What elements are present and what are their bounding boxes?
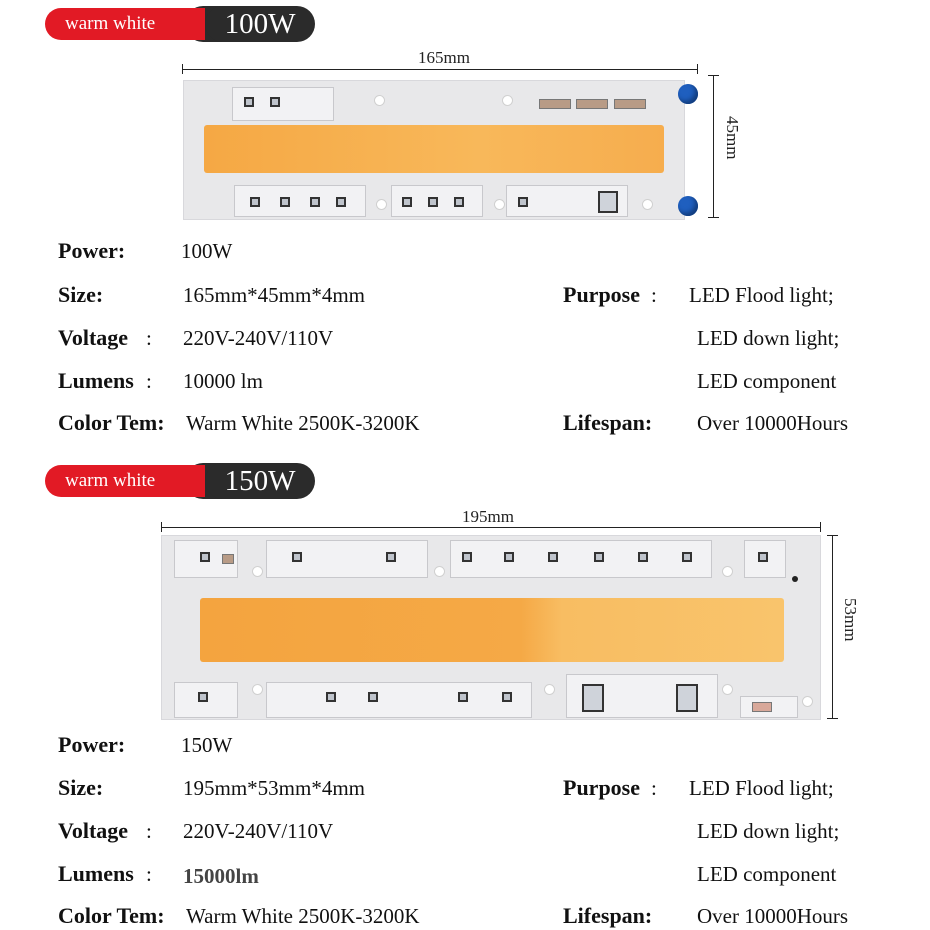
led-driver-chip bbox=[454, 197, 464, 207]
mount-hole bbox=[434, 566, 445, 577]
spec-power-value: 100W bbox=[181, 239, 233, 263]
spec-power-label: Power: bbox=[58, 732, 126, 757]
led-driver-chip bbox=[518, 197, 528, 207]
spec-size-value: 195mm*53mm*4mm bbox=[183, 776, 366, 800]
spec-purpose-item: LED Flood light; bbox=[689, 283, 834, 307]
rectifier-chip bbox=[676, 684, 698, 712]
led-driver-chip bbox=[638, 552, 648, 562]
spec-purpose-item: LED down light; bbox=[697, 326, 840, 350]
rectifier-chip bbox=[582, 684, 604, 712]
spec-color-value: Warm White 2500K-3200K bbox=[186, 411, 420, 435]
dimension-tick bbox=[827, 718, 838, 719]
resistor bbox=[539, 99, 571, 109]
resistor bbox=[222, 554, 234, 564]
dimension-tick bbox=[697, 64, 698, 74]
mount-hole bbox=[376, 199, 387, 210]
dimension-tick bbox=[161, 522, 162, 532]
board-segment bbox=[266, 682, 532, 718]
spec-lumens-value: 15000lm bbox=[183, 864, 259, 888]
spec-purpose-label: Purpose bbox=[563, 775, 640, 800]
badge-tag: warm white bbox=[45, 465, 205, 497]
mount-hole bbox=[494, 199, 505, 210]
led-driver-chip bbox=[594, 552, 604, 562]
spec-voltage-colon: : bbox=[146, 819, 152, 843]
led-driver-chip bbox=[244, 97, 254, 107]
cob-light-emitting-area bbox=[200, 598, 784, 662]
led-driver-chip bbox=[336, 197, 346, 207]
mount-hole bbox=[252, 566, 263, 577]
length-dimension-label: 165mm bbox=[418, 48, 470, 67]
led-driver-chip bbox=[200, 552, 210, 562]
led-driver-chip bbox=[386, 552, 396, 562]
cob-led-board-150w bbox=[161, 535, 821, 720]
board-segment bbox=[450, 540, 712, 578]
spec-power-value: 150W bbox=[181, 733, 233, 757]
width-dimension-label: 53mm bbox=[841, 598, 860, 642]
spec-voltage-colon: : bbox=[146, 326, 152, 350]
mount-hole bbox=[642, 199, 653, 210]
led-driver-chip bbox=[458, 692, 468, 702]
spec-voltage-value: 220V-240V/110V bbox=[183, 819, 334, 843]
spec-lifespan-label: Lifespan: bbox=[563, 410, 653, 435]
dimension-tick bbox=[820, 522, 821, 532]
capacitor-icon bbox=[678, 196, 698, 216]
spec-lifespan-value: Over 10000Hours bbox=[697, 904, 849, 928]
length-dimension-label: 195mm bbox=[462, 507, 514, 526]
led-driver-chip bbox=[368, 692, 378, 702]
badge-power: 150W bbox=[205, 463, 315, 499]
spec-purpose-item: LED down light; bbox=[697, 819, 840, 843]
product-badge-100w bbox=[45, 6, 296, 42]
mount-hole bbox=[722, 566, 733, 577]
mount-hole bbox=[502, 95, 513, 106]
badge-tag: warm white bbox=[45, 8, 205, 40]
spec-voltage-label: Voltage bbox=[58, 325, 129, 350]
led-driver-chip bbox=[462, 552, 472, 562]
spec-purpose-item: LED component bbox=[697, 862, 837, 886]
mount-hole bbox=[722, 684, 733, 695]
marker-dot bbox=[792, 576, 798, 582]
dimension-tick bbox=[827, 535, 838, 536]
resistor bbox=[752, 702, 772, 712]
spec-size-label: Size: bbox=[58, 775, 104, 800]
led-driver-chip bbox=[292, 552, 302, 562]
led-driver-chip bbox=[758, 552, 768, 562]
spec-color-label: Color Tem: bbox=[58, 903, 165, 928]
mount-hole bbox=[544, 684, 555, 695]
board-segment bbox=[266, 540, 428, 578]
length-dimension-line bbox=[182, 69, 698, 70]
spec-size-label: Size: bbox=[58, 282, 104, 307]
spec-voltage-label: Voltage bbox=[58, 818, 129, 843]
dimension-tick bbox=[708, 217, 719, 218]
spec-color-value: Warm White 2500K-3200K bbox=[186, 904, 420, 928]
resistor bbox=[576, 99, 608, 109]
capacitor-icon bbox=[678, 84, 698, 104]
spec-power-label: Power: bbox=[58, 238, 126, 263]
spec-size-value: 165mm*45mm*4mm bbox=[183, 283, 366, 307]
led-driver-chip bbox=[682, 552, 692, 562]
mount-hole bbox=[802, 696, 813, 707]
spec-lifespan-value: Over 10000Hours bbox=[697, 411, 849, 435]
spec-purpose-colon: : bbox=[651, 283, 657, 307]
product-badge-150w bbox=[45, 463, 296, 499]
width-dimension-line bbox=[832, 535, 833, 719]
led-driver-chip bbox=[280, 197, 290, 207]
spec-lifespan-label: Lifespan: bbox=[563, 903, 653, 928]
badge-power: 100W bbox=[205, 6, 315, 42]
width-dimension-label: 45mm bbox=[723, 116, 742, 160]
spec-lumens-label: Lumens bbox=[58, 861, 134, 886]
dimension-tick bbox=[708, 75, 719, 76]
led-driver-chip bbox=[198, 692, 208, 702]
spec-lumens-colon: : bbox=[146, 369, 152, 393]
spec-purpose-item: LED component bbox=[697, 369, 837, 393]
led-driver-chip bbox=[548, 552, 558, 562]
rectifier-chip bbox=[598, 191, 618, 213]
led-driver-chip bbox=[326, 692, 336, 702]
cob-light-emitting-area bbox=[204, 125, 664, 173]
mount-hole bbox=[374, 95, 385, 106]
spec-voltage-value: 220V-240V/110V bbox=[183, 326, 334, 350]
spec-color-label: Color Tem: bbox=[58, 410, 165, 435]
mount-hole bbox=[252, 684, 263, 695]
width-dimension-line bbox=[713, 75, 714, 218]
spec-purpose-colon: : bbox=[651, 776, 657, 800]
spec-lumens-colon: : bbox=[146, 862, 152, 886]
resistor bbox=[614, 99, 646, 109]
led-driver-chip bbox=[310, 197, 320, 207]
length-dimension-line bbox=[161, 527, 821, 528]
spec-lumens-label: Lumens bbox=[58, 368, 134, 393]
cob-led-board-100w bbox=[183, 80, 685, 220]
led-driver-chip bbox=[428, 197, 438, 207]
led-driver-chip bbox=[402, 197, 412, 207]
dimension-tick bbox=[182, 64, 183, 74]
led-driver-chip bbox=[504, 552, 514, 562]
led-driver-chip bbox=[250, 197, 260, 207]
led-driver-chip bbox=[270, 97, 280, 107]
spec-lumens-value: 10000 lm bbox=[183, 369, 263, 393]
led-driver-chip bbox=[502, 692, 512, 702]
spec-purpose-label: Purpose bbox=[563, 282, 640, 307]
spec-purpose-item: LED Flood light; bbox=[689, 776, 834, 800]
